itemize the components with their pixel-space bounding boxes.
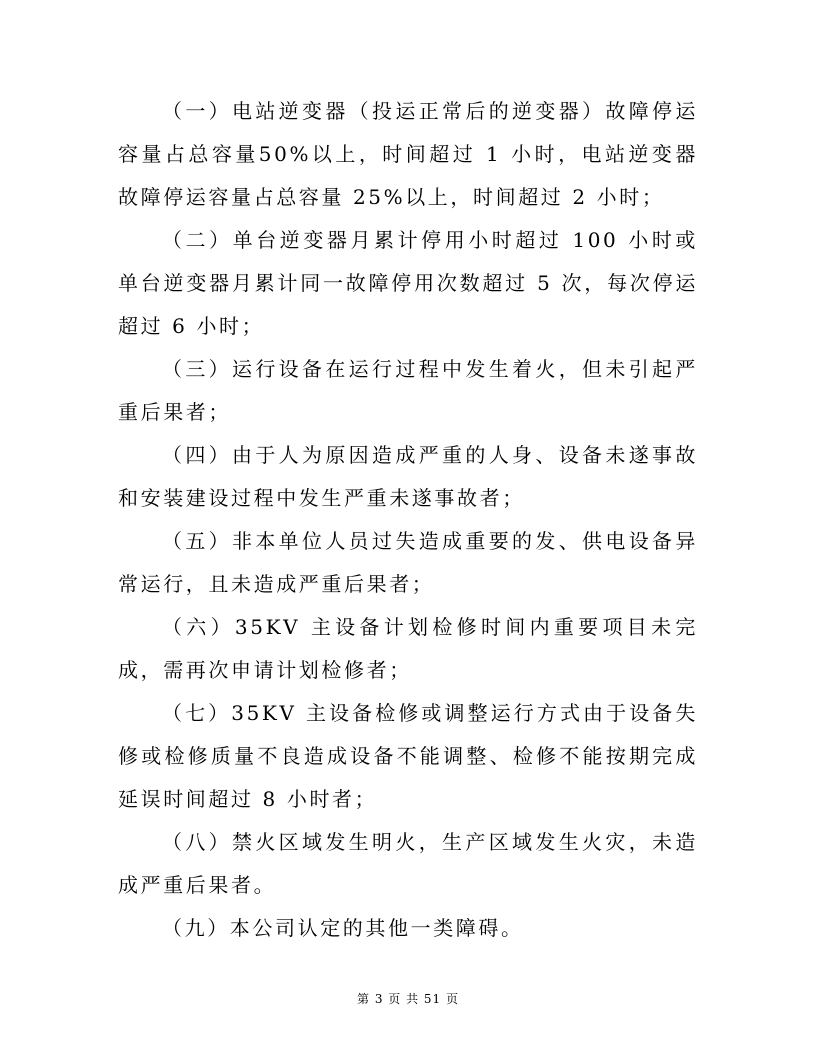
paragraph-item-3: （三）运行设备在运行过程中发生着火，但未引起严重后果者；: [118, 357, 698, 424]
document-body: [118, 90, 698, 950]
paragraph-item-9: （九）本公司认定的其他一类障碍。: [162, 916, 524, 940]
paragraph-item-7: （七）35KV 主设备检修或调整运行方式由于设备失修或检修质量不良造成设备不能调整、检修不能按期完成延误时间超过 8 小时者；: [118, 701, 698, 811]
paragraph-item-6: （六）35KV 主设备计划检修时间内重要项目未完成，需再次申请计划检修者；: [118, 615, 698, 682]
paragraph-item-1: （一）电站逆变器（投运正常后的逆变器）故障停运容量占总容量50%以上，时间超过 1 小时，电站逆变器故障停运容量占总容量 25%以上，时间超过 2 小时；: [118, 99, 698, 209]
paragraph-item-5: （五）非本单位人员过失造成重要的发、供电设备异常运行，且未造成严重后果者；: [118, 529, 698, 596]
page-number-footer: 第 3 页 共 51 页: [357, 992, 459, 1006]
paragraph-item-8: （八）禁火区域发生明火，生产区域发生火灾，未造成严重后果者。: [118, 830, 698, 897]
paragraph-item-4: （四）由于人为原因造成严重的人身、设备未遂事故和安装建设过程中发生严重未遂事故者；: [118, 443, 698, 510]
paragraph-item-2: （二）单台逆变器月累计停用小时超过 100 小时或单台逆变器月累计同一故障停用次数超过 5 次，每次停运超过 6 小时；: [118, 228, 698, 338]
